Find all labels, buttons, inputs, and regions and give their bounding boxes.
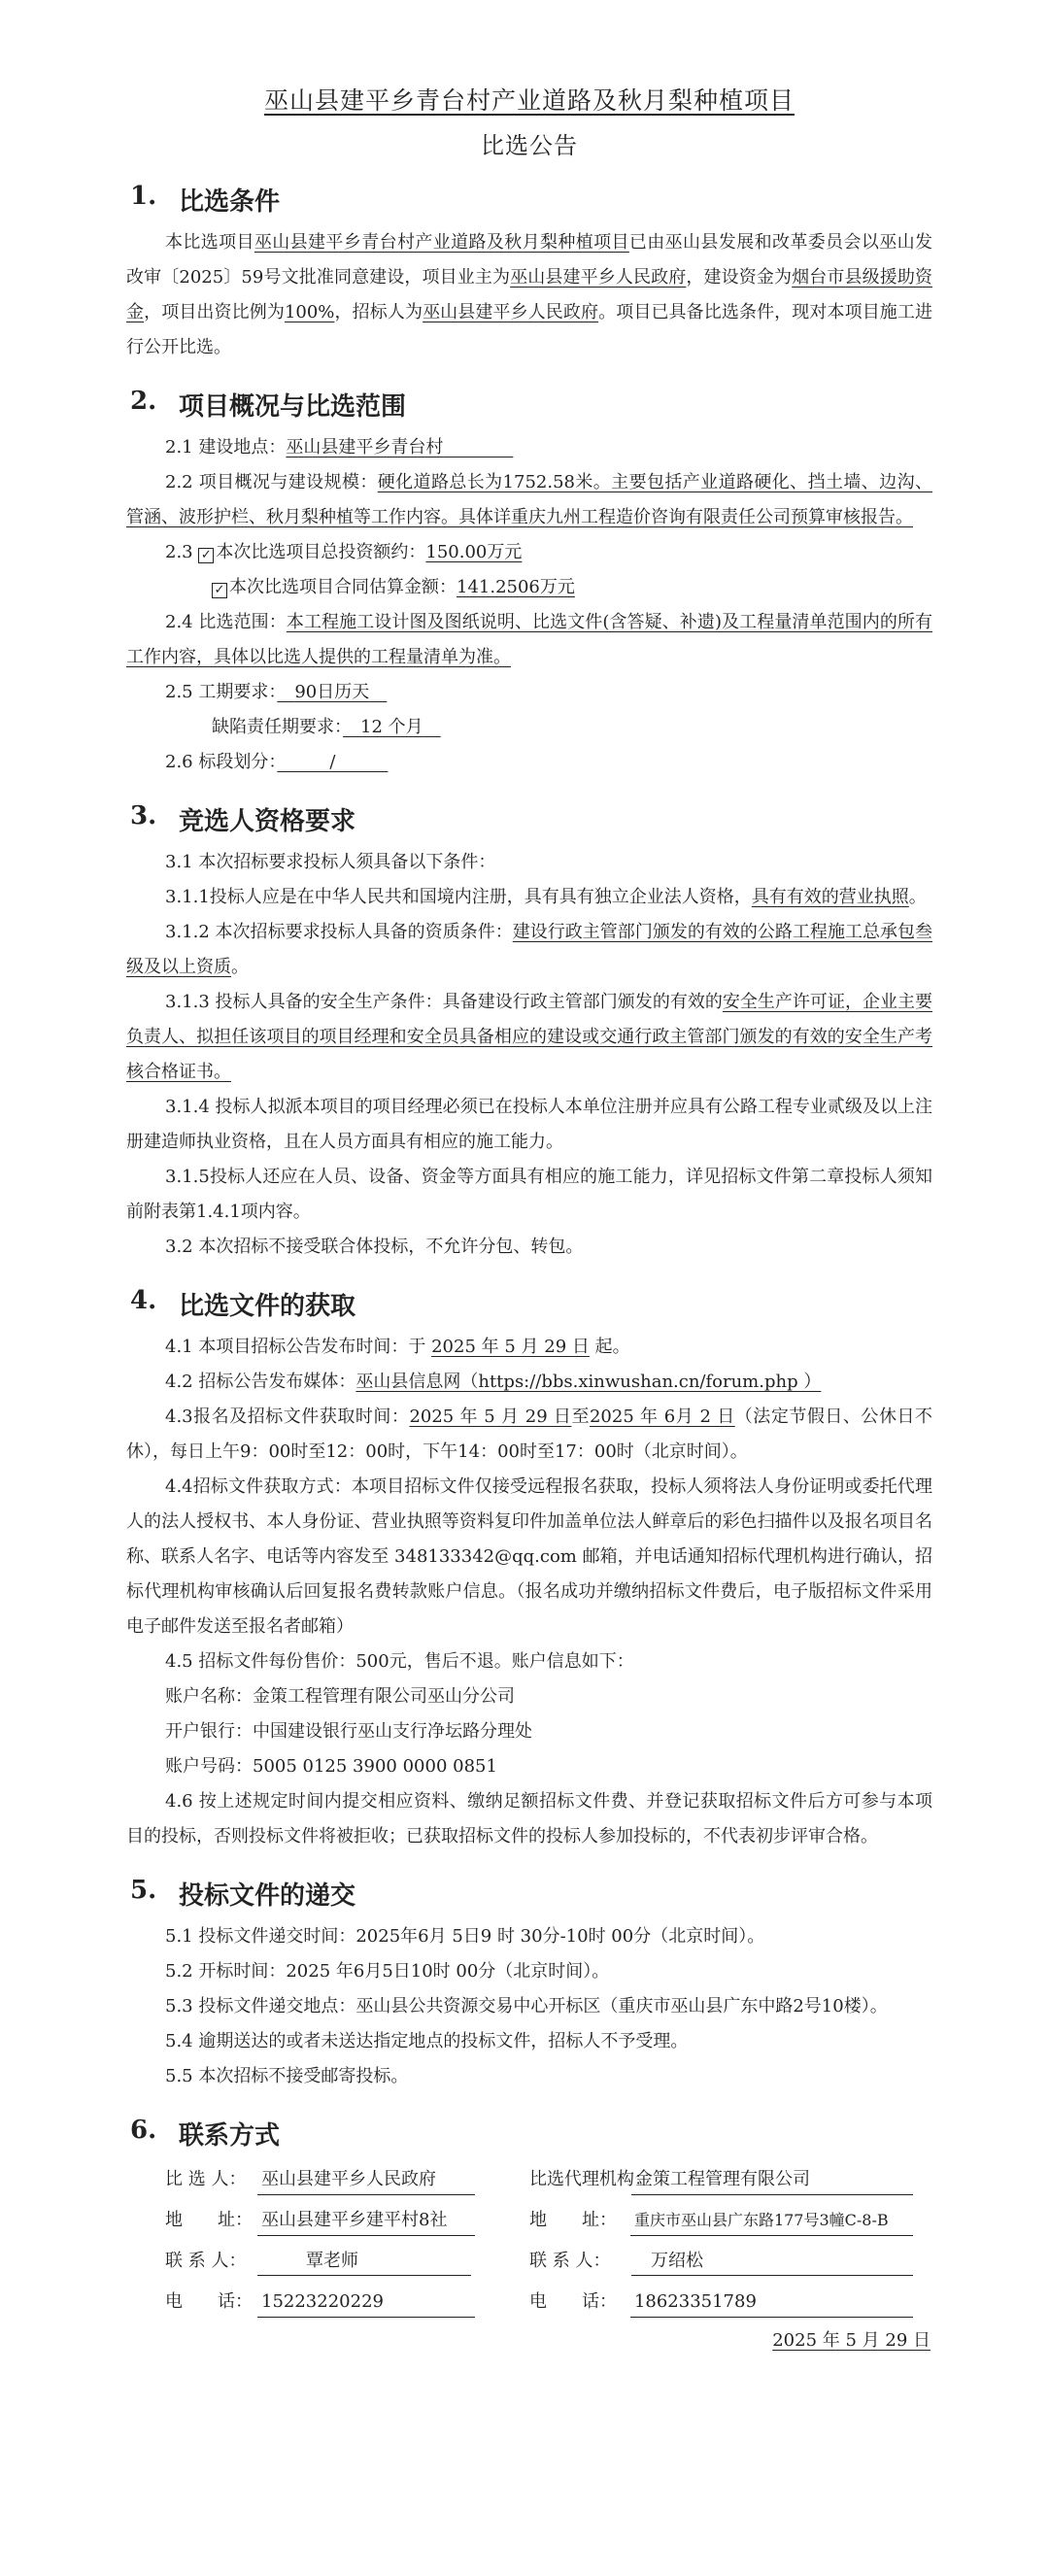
title-text: 巫山县建平乡青台村产业道路及秋月梨种植项目 bbox=[263, 86, 795, 115]
value: / bbox=[329, 752, 336, 772]
text: 安全生产许可证，企业主要负责人、拟担任该项目的项目经理和安全员具备相应的建设或交通行政主管部门颁发的有效的安全生产考核合格证书。 bbox=[126, 992, 932, 1082]
text: 起。 bbox=[594, 1337, 630, 1357]
text: 邮箱，并电话通知招标代理机构进行确认，招标代理机构审核确认后回复报名费转款账户信息。（报名成功并缴纳招标文件费后，电子版招标文件采用电子邮件发送至报名者邮箱） bbox=[126, 1546, 932, 1637]
text: ，建设资金为 bbox=[686, 267, 793, 288]
text: 具有有效的营业执照 bbox=[751, 887, 909, 907]
label: 2.6 标段划分： bbox=[165, 752, 278, 772]
value: 万绍松 bbox=[631, 2247, 913, 2276]
contact-row bbox=[126, 2159, 932, 2200]
text: 4.1 本项目招标公告发布时间：于 bbox=[165, 1337, 426, 1357]
section-title: 竞选人资格要求 bbox=[179, 807, 356, 836]
value: 141.2506万元 bbox=[457, 577, 575, 597]
opening-time: 5.2 开标时间：2025 年6月5日10时 00分（北京时间）。 bbox=[165, 1961, 610, 1982]
section-1-paragraph bbox=[126, 225, 932, 365]
project-name: 巫山县建平乡青台村产业道路及秋月梨种植项目 bbox=[254, 232, 629, 253]
date-value: 2025 年 5 月 29 日 bbox=[772, 2330, 931, 2351]
section-number: 2. bbox=[130, 387, 157, 416]
requirement-3-2: 3.2 本次招标不接受联合体投标，不允许分包、转包。 bbox=[165, 1237, 584, 1257]
signature-date bbox=[126, 2326, 932, 2352]
account-bank: 开户银行：中国建设银行巫山支行净坛路分理处 bbox=[165, 1721, 532, 1742]
text: 3.1.2 本次招标要求投标人具备的资质条件： bbox=[165, 922, 513, 942]
label: 2.5 工期要求： bbox=[165, 682, 278, 702]
section-title: 项目概况与比选范围 bbox=[179, 392, 407, 422]
label: 2.2 项目概况与建设规模： bbox=[165, 472, 378, 492]
contact-row bbox=[126, 2282, 932, 2322]
value: 90日历天 bbox=[294, 682, 370, 702]
label: 电 话： bbox=[529, 2291, 617, 2312]
text: 建设行政主管部门颁发的有效的公路工程施工总承包叁级及以上资质 bbox=[126, 922, 932, 977]
label: 2.1 建设地点： bbox=[165, 437, 287, 458]
contact-row bbox=[126, 2241, 932, 2282]
text: 已由巫山县发展和改革委员会以巫山发改审〔2025〕59号文批准同意建设，项目业主为 bbox=[126, 232, 932, 288]
submission-location: 5.3 投标文件递交地点：巫山县公共资源交易中心开标区（重庆市巫山县广东中路2号10楼）。 bbox=[165, 1996, 888, 2017]
requirement-3-1-2 bbox=[126, 915, 932, 985]
checkbox-icon: ✓ bbox=[198, 548, 214, 563]
requirement-3-1: 3.1 本次招标要求投标人须具备以下条件： bbox=[165, 852, 496, 872]
publish-time bbox=[126, 1330, 932, 1365]
text: 至 bbox=[571, 1407, 590, 1427]
tenderer: 巫山县建平乡人民政府 bbox=[423, 302, 599, 322]
label: 本次比选项目合同估算金额： bbox=[229, 577, 457, 597]
announcement-document bbox=[126, 0, 932, 2352]
participation-note: 4.6 按上述规定时间内提交相应资料、缴纳足额招标文件费、并登记获取招标文件后方可参与本项目的投标，否则投标文件将被拒收；已获取招标文件的投标人参加投标的，不代表初步评审合格。 bbox=[126, 1791, 932, 1847]
text: 4.4招标文件获取方式：本项目招标文件仅接受远程报名获取，投标人须将法人身份证明或委托代理人的法人授权书、本人身份证、营业执照等资料复印件加盖单位法人鲜章后的彩色扫描件以及报名项目名称、联系人名字、电话等内容发至 bbox=[126, 1476, 932, 1567]
label: 本次比选项目总投资额约： bbox=[216, 542, 426, 562]
text: 。 bbox=[908, 887, 927, 907]
label: 2.4 比选范围： bbox=[165, 612, 287, 632]
section-6-heading bbox=[126, 2116, 932, 2152]
requirement-3-1-5: 3.1.5投标人还应在人员、设备、资金等方面具有相应的施工能力，详见招标文件第二章投标人须知前附表第1.4.1项内容。 bbox=[126, 1167, 932, 1222]
label: 地 址： bbox=[529, 2210, 617, 2230]
submission-time: 5.1 投标文件递交时间：2025年6月 5日9 时 30分-10时 00分（北京时间）。 bbox=[165, 1926, 765, 1947]
document-price: 4.5 招标文件每份售价：500元，售后不退。账户信息如下： bbox=[165, 1651, 634, 1672]
label: 缺陷责任期要求： bbox=[212, 717, 343, 737]
text: 。项目已具备比选条件，现对本项目施工进行公开比选。 bbox=[126, 302, 933, 357]
fund-source: 烟台市县级援助资金 bbox=[126, 267, 933, 322]
defect-liability-period bbox=[126, 710, 932, 745]
section-2-heading bbox=[126, 387, 932, 423]
section-title: 比选条件 bbox=[179, 187, 281, 217]
section-title: 比选文件的获取 bbox=[179, 1292, 356, 1321]
requirement-3-1-3 bbox=[126, 985, 932, 1090]
section-title: 投标文件的递交 bbox=[179, 1881, 356, 1911]
contact-table bbox=[126, 2159, 932, 2322]
selection-range bbox=[126, 605, 932, 675]
text: ，项目出资比例为 bbox=[144, 302, 285, 322]
label: 地 址： bbox=[165, 2210, 253, 2230]
section-number: 3. bbox=[130, 801, 157, 830]
project-scale bbox=[126, 465, 932, 535]
late-submission-note: 5.4 逾期送达的或者未送达指定地点的投标文件，招标人不予受理。 bbox=[165, 2031, 689, 2051]
section-title: 联系方式 bbox=[179, 2121, 281, 2151]
label: 比 选 人： bbox=[165, 2169, 247, 2189]
date: 2025 年 5 月 29 日 bbox=[409, 1407, 572, 1427]
text: 。 bbox=[231, 957, 249, 977]
document-subtitle: 比选公告 bbox=[481, 132, 578, 159]
text: （法定节假日、公休日不休），每日上午9：00时至12：00时，下午14：00时至17：00时（北京时间）。 bbox=[126, 1407, 933, 1462]
media-link[interactable]: 巫山县信息网（https://bbs.xinwushan.cn/forum.php ） bbox=[355, 1372, 822, 1392]
date: 2025 年 5 月 29 日 bbox=[431, 1337, 590, 1357]
label: 联 系 人： bbox=[529, 2251, 611, 2271]
text: ，招标人为 bbox=[334, 302, 423, 322]
requirement-3-1-4: 3.1.4 投标人拟派本项目的项目经理必须已在投标人本单位注册并应具有公路工程专业贰级及以上注册建造师执业资格，且在人员方面具有相应的施工能力。 bbox=[126, 1097, 932, 1152]
text: 3.1.3 投标人具备的安全生产条件：具备建设行政主管部门颁发的有效的 bbox=[165, 992, 723, 1012]
label: 比选代理机构： bbox=[529, 2169, 652, 2189]
value: 巫山县建平乡建平村8社 bbox=[257, 2206, 475, 2236]
registration-time bbox=[126, 1400, 932, 1470]
label: 电 话： bbox=[165, 2291, 253, 2312]
text: 本比选项目 bbox=[165, 232, 254, 253]
section-4-heading bbox=[126, 1286, 932, 1322]
value: 巫山县建平乡人民政府 bbox=[257, 2165, 475, 2195]
requirement-3-1-1 bbox=[126, 880, 932, 915]
value: 12 个月 bbox=[360, 717, 423, 737]
label: 2.3 bbox=[165, 542, 193, 562]
value: 硬化道路总长为1752.58米。主要包括产业道路硬化、挡土墙、边沟、管涵、波形护栏、秋月梨种植等工作内容。具体详重庆九州工程造价咨询有限责任公司预算审核报告。 bbox=[126, 472, 932, 527]
value: 金策工程管理有限公司 bbox=[631, 2165, 913, 2195]
text: 3.1.1投标人应是在中华人民共和国境内注册，具有具有独立企业法人资格， bbox=[165, 887, 752, 907]
section-number: 1. bbox=[130, 182, 157, 211]
value: 5005 0125 3900 0000 0851 bbox=[253, 1756, 497, 1777]
section-number: 6. bbox=[130, 2116, 157, 2145]
label: 账户号码： bbox=[165, 1756, 253, 1777]
construction-period bbox=[126, 675, 932, 710]
text: 4.3报名及招标文件获取时间： bbox=[165, 1407, 410, 1427]
account-name: 账户名称：金策工程管理有限公司巫山分公司 bbox=[165, 1686, 515, 1707]
section-number: 5. bbox=[130, 1876, 157, 1905]
lot-division bbox=[126, 745, 932, 780]
mail-submission-note: 5.5 本次招标不接受邮寄投标。 bbox=[165, 2066, 409, 2086]
project-owner: 巫山县建平乡人民政府 bbox=[510, 267, 687, 288]
text: 4.2 招标公告发布媒体： bbox=[165, 1372, 356, 1392]
publish-media bbox=[126, 1365, 932, 1400]
contract-estimate bbox=[126, 570, 932, 605]
section-1-heading bbox=[126, 182, 932, 218]
construction-location bbox=[126, 430, 932, 465]
contact-row bbox=[126, 2200, 932, 2241]
total-investment bbox=[126, 535, 932, 570]
account-number bbox=[126, 1749, 932, 1784]
section-3-heading bbox=[126, 801, 932, 837]
document-acquisition-method bbox=[126, 1470, 932, 1644]
date: 2025 年 6月 2 日 bbox=[589, 1407, 735, 1427]
value: 18623351789 bbox=[630, 2288, 913, 2318]
section-5-heading bbox=[126, 1876, 932, 1912]
value: 覃老师 bbox=[257, 2247, 471, 2276]
fund-ratio: 100% bbox=[284, 302, 335, 322]
value: 15223220229 bbox=[257, 2288, 475, 2318]
value: 150.00万元 bbox=[425, 542, 523, 562]
document-title bbox=[126, 82, 932, 117]
value: 重庆市巫山县广东路177号3幢C-8-B bbox=[630, 2206, 913, 2236]
value: 本工程施工设计图及图纸说明、比选文件(含答疑、补遗)及工程量清单范围内的所有工作内容，具体以比选人提供的工程量清单为准。 bbox=[126, 612, 932, 667]
value: 巫山县建平乡青台村 bbox=[286, 437, 444, 458]
label: 联 系 人： bbox=[165, 2251, 247, 2271]
email-link[interactable]: 348133342@qq.com bbox=[394, 1546, 577, 1567]
section-number: 4. bbox=[130, 1286, 157, 1315]
checkbox-icon: ✓ bbox=[212, 583, 227, 598]
